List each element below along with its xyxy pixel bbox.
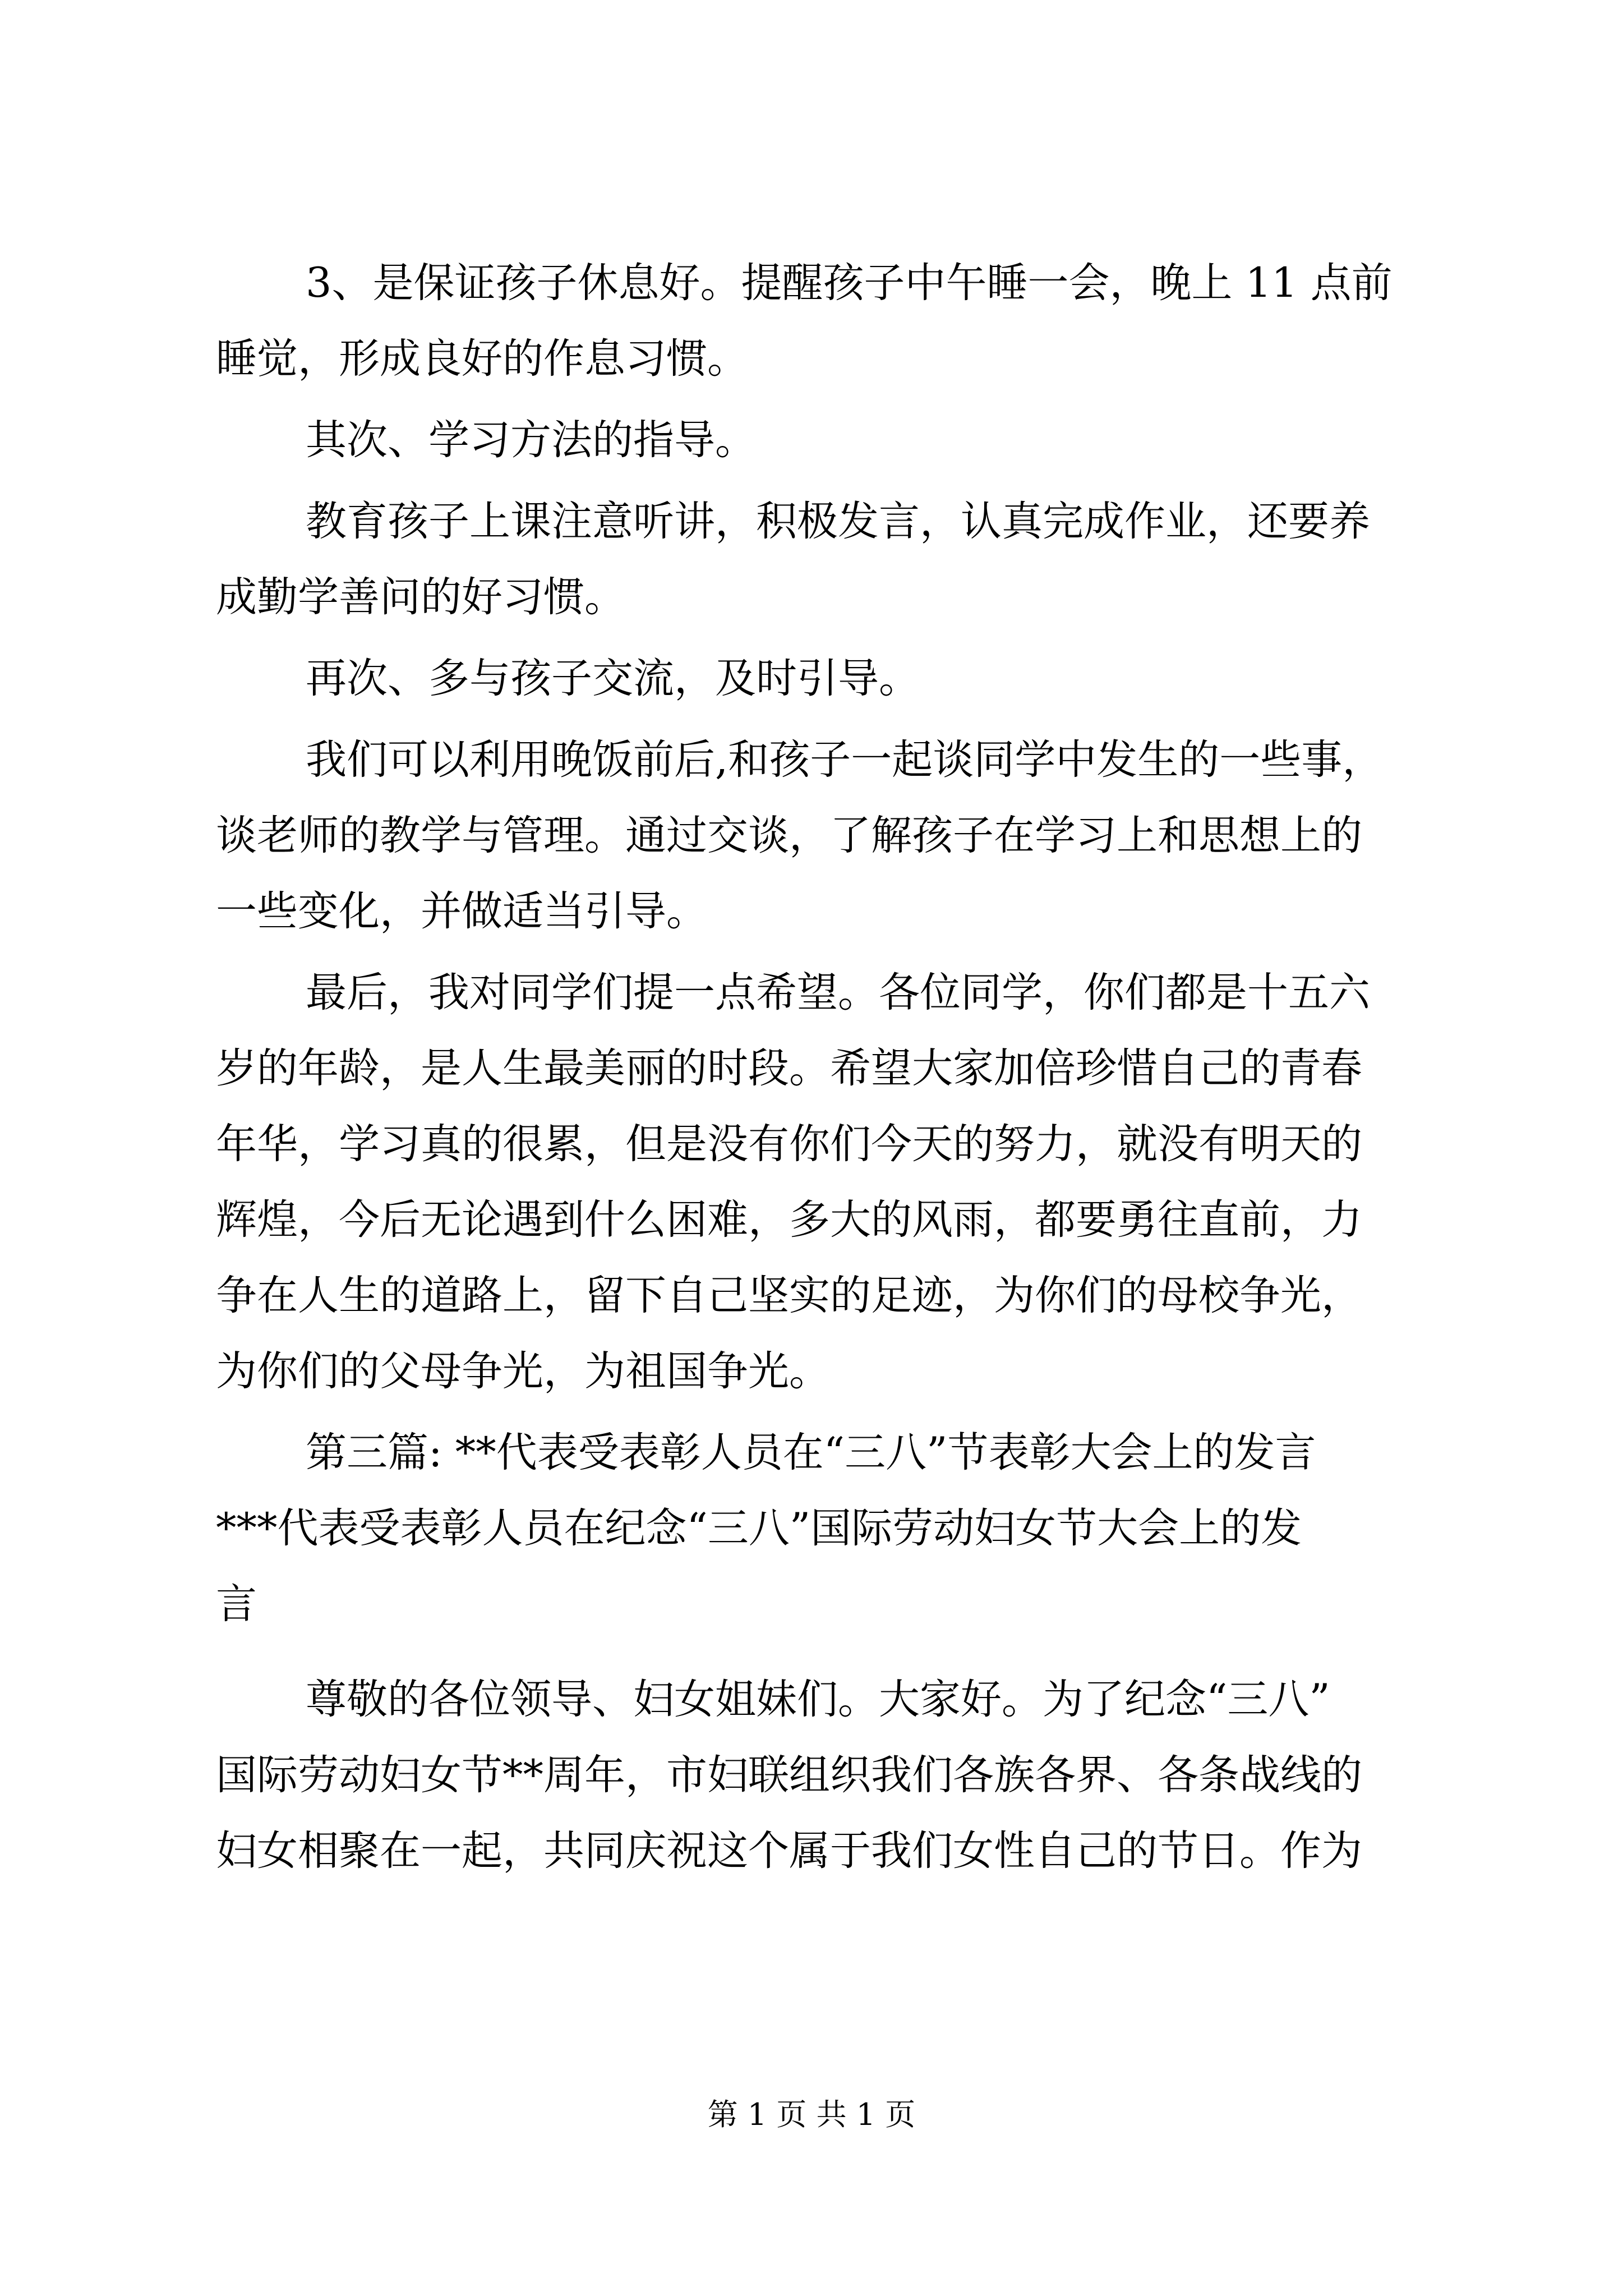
paragraph-line: 辉煌，今后无论遇到什么困难，多大的风雨，都要勇往直前，力 — [216, 1196, 1362, 1244]
section-heading: 其次、学习方法的指导。 — [306, 416, 756, 464]
paragraph-line: 我们可以利用晚饭前后,和孩子一起谈同学中发生的一些事， — [306, 736, 1384, 784]
article-title-line: 第三篇: **代表受表彰人员在“三八”节表彰大会上的发言 — [306, 1429, 1316, 1476]
paragraph-line: 年华，学习真的很累，但是没有你们今天的努力，就没有明天的 — [216, 1120, 1362, 1168]
paragraph-line: 谈老师的教学与管理。通过交谈，了解孩子在学习上和思想上的 — [216, 812, 1362, 859]
paragraph-line: 一些变化，并做适当引导。 — [216, 887, 707, 935]
paragraph-line: 睡觉，形成良好的作息习惯。 — [216, 335, 748, 383]
paragraph-line: 争在人生的道路上，留下自己坚实的足迹，为你们的母校争光， — [216, 1272, 1362, 1319]
paragraph-line: 为你们的父母争光，为祖国争光。 — [216, 1347, 830, 1395]
paragraph-line: 妇女相聚在一起，共同庆祝这个属于我们女性自己的节日。作为 — [216, 1827, 1362, 1875]
paragraph-line: 尊敬的各位领导、妇女姐妹们。大家好。为了纪念“三八” — [306, 1676, 1330, 1723]
paragraph-line: 教育孩子上课注意听讲，积极发言，认真完成作业，还要养 — [306, 498, 1370, 545]
paragraph-line: 最后，我对同学们提一点希望。各位同学，你们都是十五六 — [306, 969, 1370, 1016]
paragraph-line: 成勤学善问的好习惯。 — [216, 573, 625, 621]
paragraph-line: 国际劳动妇女节**周年，市妇联组织我们各族各界、各条战线的 — [216, 1751, 1362, 1799]
article-title-line: ***代表受表彰人员在纪念“三八”国际劳动妇女节大会上的发 — [216, 1504, 1302, 1552]
section-heading: 再次、多与孩子交流，及时引导。 — [306, 655, 920, 702]
page-footer: 第 1 页 共 1 页 — [707, 2097, 916, 2132]
paragraph-line: 岁的年龄，是人生最美丽的时段。希望大家加倍珍惜自己的青春 — [216, 1045, 1362, 1092]
paragraph-line: 3、是保证孩子休息好。提醒孩子中午睡一会，晚上 11 点前 — [306, 259, 1393, 307]
article-title-line: 言 — [216, 1580, 257, 1628]
